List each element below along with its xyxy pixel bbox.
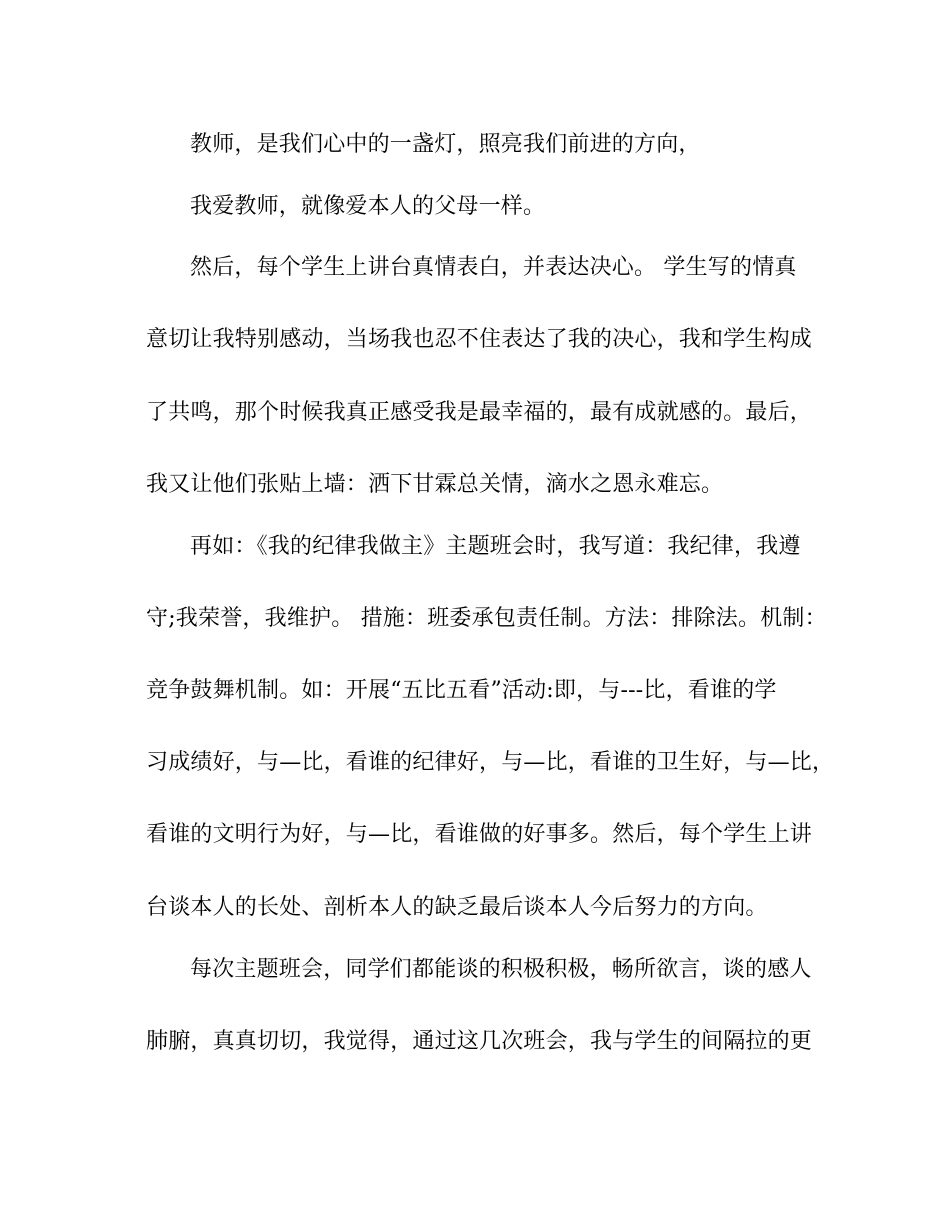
text-line: 守;我荣誉，我维护。 措施：班委承包责任制。方法：排除法。机制：	[146, 606, 827, 631]
text-line: 竞争鼓舞机制。如：开展“五比五看”活动:即，与---比，看谁的学	[146, 678, 777, 703]
text-line: 教师，是我们心中的一盏灯，照亮我们前进的方向，	[190, 132, 701, 157]
text-line: 习成绩好，与—比，看谁的纪律好，与—比，看谁的卫生好，与—比，	[146, 750, 835, 775]
text-line: 再如：《我的纪律我做主》主题班会时，我写道：我纪律，我遵	[190, 534, 801, 559]
text-line: 我爱教师，就像爱本人的父母一样。	[190, 194, 546, 219]
text-line: 然后，每个学生上讲台真情表白，并表达决心。 学生写的情真	[190, 255, 797, 280]
text-line: 了共鸣，那个时候我真正感受我是最幸福的，最有成就感的。最后，	[146, 400, 813, 425]
text-line: 我又让他们张贴上墙：洒下甘霖总关情，滴水之恩永难忘。	[146, 472, 724, 497]
text-line: 台谈本人的长处、剖析本人的缺乏最后谈本人今后努力的方向。	[146, 895, 768, 920]
text-line: 每次主题班会，同学们都能谈的积极积极，畅所欲言，谈的感人	[190, 957, 812, 982]
text-line: 意切让我特别感动，当场我也忍不住表达了我的决心，我和学生构成	[146, 327, 813, 352]
text-line: 肺腑，真真切切，我觉得，通过这几次班会，我与学生的间隔拉的更	[146, 1029, 813, 1054]
text-line: 看谁的文明行为好，与—比，看谁做的好事多。然后，每个学生上讲	[146, 822, 813, 847]
